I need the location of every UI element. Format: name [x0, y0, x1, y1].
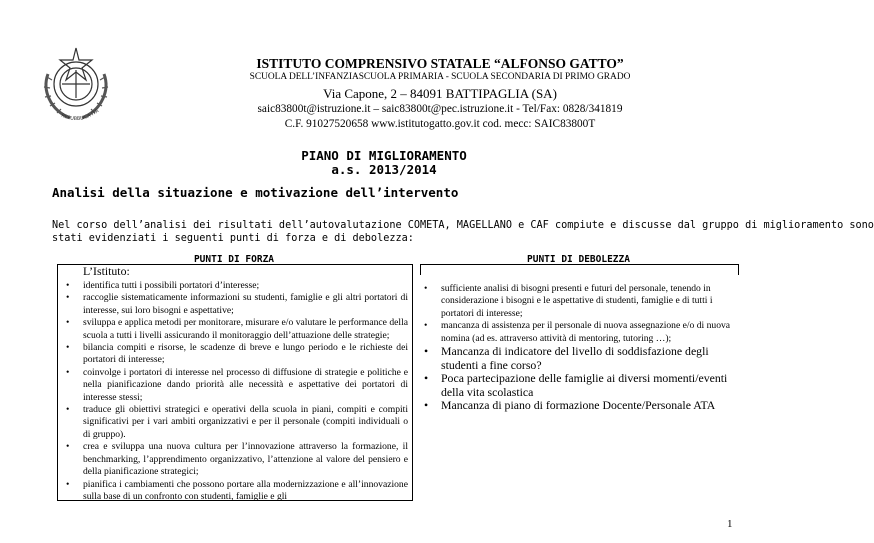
list-item: • Mancanza di indicatore del livello di soddisfazione degli studenti a fine corso? [421, 345, 736, 372]
strengths-column [63, 265, 408, 503]
page-number: 1 [727, 518, 733, 530]
list-item: • traduce gli obiettivi strategici e operativi della scuola in piani, compiti e compiti significativi per i vari ambiti organizzativi e per il personale (compiti individuali o di gruppo). [63, 404, 408, 441]
svg-text:REPUBBLICA ITALIANA: REPUBBLICA ITA [60, 108, 101, 123]
weaknesses-list [421, 283, 736, 413]
strengths-list [63, 280, 408, 503]
school-address: Via Capone, 2 – 84091 BATTIPAGLIA (SA) [323, 86, 557, 101]
school-levels: SCUOLA DELL’INFANZIASCUOLA PRIMARIA - SCUOLA SECONDARIA DI PRIMO GRADO [249, 72, 631, 82]
document-title: PIANO DI MIGLIORAMENTO [301, 148, 467, 163]
intro-line-1: Nel corso dell’analisi dei risultati dell’autovalutazione COMETA, MAGELLANO e CAF compiute e discusse dal gruppo di miglioramento sono [52, 220, 874, 231]
list-item: • bilancia compiti e risorse, le scadenze di breve e lungo periodo e le richieste dei portatori di interesse; [63, 342, 408, 367]
list-item: • crea e sviluppa una nuova cultura per l’innovazione attraverso la formazione, il benchmarking, l’apprendimento organizzativo, l’attenzione al valore del pensiero e della pianificazione strategici; [63, 441, 408, 478]
list-item: • Poca partecipazione delle famiglie ai diversi momenti/eventi della vita scolastica [421, 372, 736, 399]
list-item: • pianifica i cambiamenti che possono portare alla modernizzazione e all’innovazione sulla base di un confronto con studenti, famiglie e gli [63, 479, 408, 504]
weaknesses-column [421, 283, 736, 413]
list-item: • Mancanza di piano di formazione Docente/Personale ATA [421, 399, 736, 413]
weaknesses-header: PUNTI DI DEBOLEZZA [527, 254, 630, 265]
intro-line-2: stati evidenziati i seguenti punti di forza e di debolezza: [52, 233, 414, 244]
section-title: Analisi della situazione e motivazione dell’intervento [52, 185, 459, 200]
list-item: • coinvolge i portatori di interesse nel processo di diffusione di strategie e politiche e nella pianificazione dando priorità alle necessità e aspettative dei portatori di interesse stessi; [63, 367, 408, 404]
school-name: ISTITUTO COMPRENSIVO STATALE “ALFONSO GATTO” [256, 56, 624, 71]
list-item: • sufficiente analisi di bisogni presenti e futuri del personale, tenendo in considerazione i bisogni e le aspettative di studenti, famiglie e di tutti i portatori di interesse; [421, 283, 736, 320]
list-item: • sviluppa e applica metodi per monitorare, misurare e/o valutare le performance della scuola a tutti i livelli assicurando il monitoraggio dell’attuazione delle strategie; [63, 317, 408, 342]
list-item: • identifica tutti i possibili portatori d’interesse; [63, 280, 408, 292]
document-year: a.s. 2013/2014 [331, 162, 437, 177]
republic-emblem-icon [32, 40, 120, 128]
weaknesses-box-top [420, 264, 739, 275]
strengths-header: PUNTI DI FORZA [193, 254, 275, 265]
school-contacts: saic83800t@istruzione.it – saic83800t@pec.istruzione.it - Tel/Fax: 0828/341819 [257, 103, 623, 115]
strengths-intro: L’Istituto: [83, 264, 130, 278]
list-item: • mancanza di assistenza per il personale di nuova assegnazione e/o di nuova nomina (ad es. attraverso attività di mentoring, tutoring …); [421, 320, 736, 345]
school-codes: C.F. 91027520658 www.istitutogatto.gov.it cod. mecc: SAIC83800T [284, 118, 596, 130]
list-item: • raccoglie sistematicamente informazioni su studenti, famiglie e gli altri portatori di interesse, sui loro bisogni e aspettative; [63, 292, 408, 317]
